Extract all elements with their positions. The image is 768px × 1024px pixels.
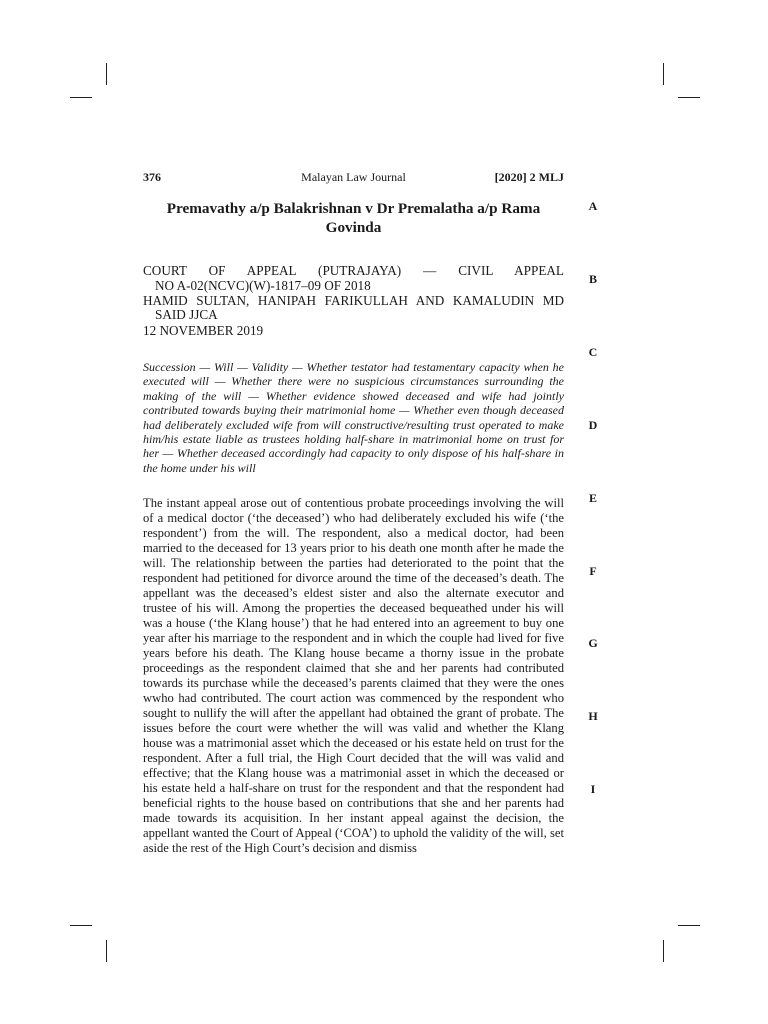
court-line-1: COURT OF APPEAL (PUTRAJAYA) — CIVIL APPEAL [143, 263, 564, 278]
margin-letter: D [588, 418, 598, 432]
court-line-4: SAID JJCA [155, 307, 218, 323]
headnote-body: The instant appeal arose out of contentious probate proceedings involving the will of a medical doctor (‘the deceased’) who had deliberately excluded his wife (‘the respondent’) from the will. The respondent, also a medical doctor, had been married to the deceased for 13 years prior to his death one month after he made the will. The relationship between the parties had deteriorated to the point that the respondent had petitioned for divorce around the time of the deceased’s death. The appellant was the deceased’s eldest sister and also the alternate executor and trustee of his will. Among the properties the deceased bequeathed under his will was a house (‘the Klang house’) that he had entered into an agreement to buy one year after his marriage to the respondent and in which the couple had lived for five years before his death. The Klang house became a thorny issue in the probate proceedings as the respondent claimed that she and her parents had contributed towards its purchase while the deceased’s parents claimed that they were the ones wwho had contributed. The court action was commenced by the respondent who sought to nullify the will after the appellant had obtained the grant of probate. The issues before the court were whether the will was valid and whether the Klang house was a matrimonial asset which the deceased or his estate held on trust for the respondent. After a full trial, the High Court decided that the will was valid and effective; that the Klang house was a matrimonial asset in which the deceased or his estate held a half-share on trust for the respondent and that the respondent had beneficial rights to the house based on contributions that she and her parents had made towards its acquisition. In her instant appeal against the decision, the appellant wanted the Court of Appeal (‘COA’) to uphold the validity of the will, set aside the rest of the High Court’s decision and dismiss [143, 496, 564, 856]
crop-mark [678, 925, 700, 926]
crop-mark [663, 940, 664, 962]
journal-name: Malayan Law Journal [301, 170, 406, 184]
citation: [2020] 2 MLJ [494, 170, 564, 184]
margin-letter: H [588, 709, 598, 723]
crop-mark [106, 940, 107, 962]
catchwords: Succession — Will — Validity — Whether testator had testamentary capacity when he executed will — Whether there were no suspicious circumstances surrounding the making of the will — Whether evidence showed deceased and wife had jointly contributed towards buying their matrimonial home — Whether even though deceased had deliberately excluded wife from will constructive/resulting trust operated to make him/his estate liable as trustees holding half-share in matrimonial home on trust for her — Whether deceased accordingly had capacity to only dispose of his half-share in the home under his will [143, 359, 564, 475]
crop-mark [70, 97, 92, 98]
margin-letter: I [590, 782, 596, 796]
margin-letter: B [588, 272, 597, 286]
crop-mark [70, 925, 92, 926]
margin-letter: C [588, 345, 598, 359]
page-content [143, 199, 564, 869]
margin-letter: F [589, 564, 597, 578]
crop-mark [663, 63, 664, 85]
running-header [143, 170, 564, 188]
crop-mark [678, 97, 700, 98]
case-title: Premavathy a/p Balakrishnan v Dr Premalatha a/p Rama Govinda [166, 200, 541, 236]
decision-date: 12 NOVEMBER 2019 [143, 323, 264, 339]
court-line-3: HAMID SULTAN, HANIPAH FARIKULLAH AND KAMALUDIN MD [143, 292, 564, 308]
margin-letter: A [588, 199, 598, 213]
margin-letter: G [588, 636, 598, 650]
margin-letter: E [588, 491, 597, 505]
court-line-2: NO A-02(NCVC)(W)-1817–09 OF 2018 [155, 277, 371, 293]
court-details [143, 264, 564, 323]
crop-mark [106, 63, 107, 85]
page-number: 376 [143, 170, 161, 184]
